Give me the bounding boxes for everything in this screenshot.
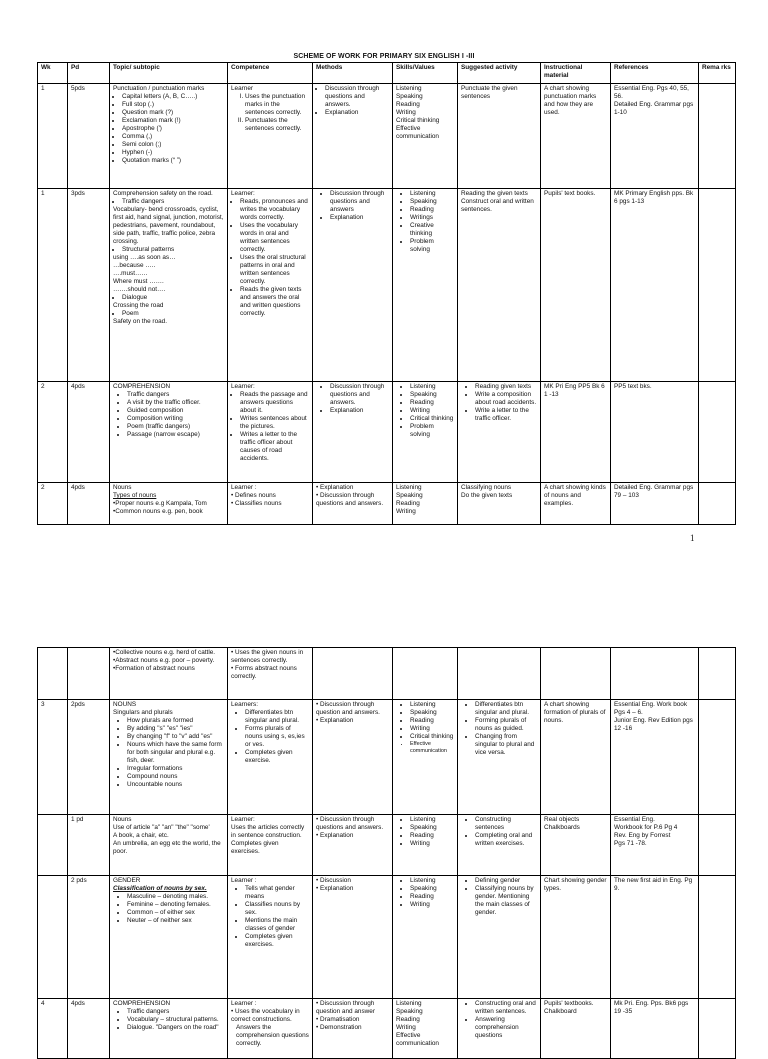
list-item: • Traffic dangers	[122, 198, 224, 206]
list-item: • Listening	[410, 701, 454, 709]
method-line: • Dramatisation	[316, 1016, 360, 1023]
header-competence: Competence	[228, 63, 313, 84]
reference: Essential Eng. Pgs 40, 55, 56.	[614, 85, 689, 100]
cell-material: MK Pri Eng PP5 Bk 6 1 -13	[541, 382, 611, 483]
cell-remarks	[699, 648, 736, 700]
page-number: 1	[690, 533, 695, 543]
cell-references	[611, 815, 699, 876]
reference: Pgs 71 -78.	[614, 840, 647, 847]
header-references: References	[611, 63, 699, 84]
cell-references: MK Primary English pps. Bk 6 pgs 1-13	[611, 189, 699, 382]
list-item: • Completes given exercises.	[245, 933, 309, 949]
list-item: • Reading	[410, 206, 454, 214]
list-item: • Reading given texts	[475, 383, 537, 391]
table-row	[38, 648, 736, 700]
cell-methods	[313, 700, 393, 815]
competence-heading: Learner :	[231, 877, 257, 884]
list-item: • Writes a letter to the traffic officer about causes of road accidents.	[240, 431, 309, 463]
list-item: • Explanation	[325, 109, 389, 117]
list-item: • Completing oral and written exercises.	[475, 832, 537, 848]
list-item: • Hyphen (-)	[122, 149, 224, 157]
competence-heading: Learner :	[231, 1000, 257, 1007]
method-line: • Discussion through question and answers.	[316, 701, 380, 716]
skill: Critical thinking	[396, 117, 440, 124]
list-item: • Writing	[410, 901, 454, 909]
list-item: • Write a letter to the traffic officer.	[475, 407, 537, 423]
skill: Reading	[396, 101, 420, 108]
cell-pd: 4pds	[68, 483, 110, 525]
list-item: • Problem solving	[410, 238, 454, 254]
cell-competence	[228, 999, 313, 1059]
list-item: • Reads the passage and answers questions about it.	[240, 391, 309, 415]
list-item: • Forming plurals of nouns as guided.	[475, 717, 537, 733]
list-item: • Writing	[410, 840, 454, 848]
list-item: • Neuter – of neither sex	[127, 917, 224, 925]
cell-material: A chart showing formation of plurals of nouns.	[541, 700, 611, 815]
list-item: • Speaking	[410, 885, 454, 893]
list-item: • Reads, pronounces and writes the vocabulary words correctly.	[240, 198, 309, 222]
list-item: • Speaking	[410, 198, 454, 206]
cell-remarks	[699, 700, 736, 815]
topic-subheading: Types of nouns	[113, 492, 157, 499]
list-item: • By adding "s" "es" "ies"	[127, 725, 224, 733]
cell-pd: 2 pds	[68, 876, 110, 999]
list-item: • Writes sentences about the pictures.	[240, 415, 309, 431]
list-item: • Reading	[410, 399, 454, 407]
topic-line: •Formation of abstract nouns	[113, 665, 195, 672]
cell-competence	[228, 815, 313, 876]
list-item: • Uses the oral structural patterns in oral and written sentences correctly.	[240, 254, 309, 286]
list-item: • Irregular formations	[127, 765, 224, 773]
cell-activity	[458, 189, 541, 382]
cell-activity	[458, 700, 541, 815]
list-item: • How plurals are formed	[127, 717, 224, 725]
cell-activity	[458, 999, 541, 1059]
cell-remarks	[699, 189, 736, 382]
cell-wk	[38, 876, 68, 999]
topic-subheading: Singulars and plurals	[113, 709, 173, 716]
competence-line: Uses the articles correctly in sentence construction.	[231, 824, 305, 839]
table-row	[38, 815, 736, 876]
topic-heading: Nouns	[113, 484, 132, 491]
cell-references	[611, 84, 699, 189]
list-item: • Effective communication	[410, 741, 454, 755]
cell-topic	[110, 876, 228, 999]
skill: Writing	[396, 109, 416, 116]
topic-list	[113, 93, 224, 165]
list-item: • Classifies nouns by sex.	[245, 901, 309, 917]
list-item: II. Punctuates the sentences correctly.	[245, 117, 309, 133]
pattern-line: …because …..	[113, 262, 156, 269]
list-item: • Listening	[410, 383, 454, 391]
pattern-line: …….should not….	[113, 286, 166, 293]
competence-heading: Learners:	[231, 701, 258, 708]
list-item: • Creative thinking	[410, 222, 454, 238]
cell-activity	[458, 876, 541, 999]
skill: Listening	[396, 1000, 422, 1007]
cell-wk	[38, 815, 68, 876]
cell-pd: 4pds	[68, 999, 110, 1059]
list-item: • Writing	[410, 725, 454, 733]
activity-line: Construct oral and written sentences.	[461, 198, 534, 213]
cell-competence	[228, 483, 313, 525]
list-item: • Apostrophe (')	[122, 125, 224, 133]
topic-line: Crossing the road	[113, 302, 164, 309]
skill: Speaking	[396, 93, 423, 100]
competence-heading: Learner:	[231, 383, 255, 390]
list-item: • Feminine – denoting females.	[127, 901, 224, 909]
cell-remarks	[699, 876, 736, 999]
cell-competence	[228, 189, 313, 382]
method-line: • Explanation	[316, 717, 354, 724]
cell-topic	[110, 648, 228, 700]
cell-pd: 4pds	[68, 382, 110, 483]
topic-line: •Collective nouns e.g. herd of cattle.	[113, 649, 216, 656]
list-item: • Common – of either sex	[127, 909, 224, 917]
list-item: • Tells what gender means	[245, 885, 309, 901]
skill: Reading	[396, 1016, 420, 1023]
list-item: • Discussion through questions and answers	[330, 190, 389, 214]
cell-wk: 1	[38, 189, 68, 382]
list-item: • Speaking	[410, 391, 454, 399]
list-item: • Comma (,)	[122, 133, 224, 141]
list-item: • Explanation	[330, 214, 389, 222]
cell-pd: 1 pd	[68, 815, 110, 876]
cell-topic	[110, 483, 228, 525]
cell-references	[611, 648, 699, 700]
cell-methods	[313, 483, 393, 525]
list-item: • Dialogue	[122, 294, 224, 302]
cell-wk: 2	[38, 382, 68, 483]
method-line: • Explanation	[316, 484, 354, 491]
list-item: • Critical thinking	[410, 733, 454, 741]
cell-activity: Punctuate the given sentences	[458, 84, 541, 189]
list-item: • Poem (traffic dangers)	[127, 423, 224, 431]
cell-remarks	[699, 84, 736, 189]
cell-skills	[393, 815, 458, 876]
cell-references	[611, 700, 699, 815]
cell-material: A chart showing punctuation marks and how they are used.	[541, 84, 611, 189]
cell-competence	[228, 876, 313, 999]
list-item: • Full stop (.)	[122, 101, 224, 109]
list-item: • Capital letters (A, B, C…..)	[122, 93, 224, 101]
list-item: • Question mark (?)	[122, 109, 224, 117]
cell-references: The new first aid in Eng. Pg 9.	[611, 876, 699, 999]
list-item: • Listening	[410, 190, 454, 198]
material-line: Chalkboard	[544, 1008, 577, 1015]
list-item: • Reading	[410, 717, 454, 725]
topic-heading: NOUNS	[113, 701, 137, 708]
cell-material	[541, 815, 611, 876]
method-line: • Explanation	[316, 885, 354, 892]
pattern-line: ….must……	[113, 270, 148, 277]
topic-heading: GENDER	[113, 877, 141, 884]
list-item: • Constructing sentences	[475, 816, 537, 832]
list-item: • Guided composition	[127, 407, 224, 415]
activity-line: Do the given texts	[461, 492, 513, 499]
topic-line: •Proper nouns e.g Kampala, Tom	[113, 500, 207, 507]
list-item: • Classifying nouns by gender. Mentioning the main classes of gender.	[475, 885, 537, 917]
page-2	[0, 600, 768, 1047]
list-item: • Constructing oral and written sentences.	[475, 1000, 537, 1016]
cell-topic	[110, 189, 228, 382]
header-row	[38, 63, 736, 84]
list-item: • Differentiates btn singular and plural.	[475, 701, 537, 717]
list-item: • Quotation marks (“ ”)	[122, 157, 224, 165]
cell-material	[541, 648, 611, 700]
topic-line: An umbrella, an egg etc the world, the poor.	[113, 840, 221, 855]
cell-remarks	[699, 382, 736, 483]
cell-topic	[110, 382, 228, 483]
list-item: • Explanation	[330, 407, 389, 415]
reference: Essential Eng. Work book Pgs 4 – 6.	[614, 701, 688, 716]
header-topic: Topic/ subtopic	[110, 63, 228, 84]
cell-references: Mk Pri. Eng. Pps. Bk6 pgs 19 -35	[611, 999, 699, 1059]
document-title: SCHEME OF WORK FOR PRIMARY SIX ENGLISH I -III	[293, 53, 475, 60]
vocabulary-text: Vocabulary- bend crossroads, cyclist, first aid, hand signal, junction, motorist, pedestrians, pavement, roundabout, side path, traffic, traffic police, zebra crossing.	[113, 206, 224, 245]
list-item: • Listening	[410, 816, 454, 824]
method-line: • Discussion through questions and answers.	[316, 492, 384, 507]
list-item: • Traffic dangers	[127, 391, 224, 399]
list-item: • Forms plurals of nouns using s, es,ies or ves.	[245, 725, 309, 749]
table-row	[38, 189, 736, 382]
list-item: • Changing from singular to plural and vice versa.	[475, 733, 537, 757]
competence-line: • Classifies nouns	[231, 500, 282, 507]
list-item: • Vocabulary – structural patterns.	[127, 1016, 224, 1024]
cell-methods	[313, 189, 393, 382]
topic-line: •Abstract nouns e.g. poor – poverty.	[113, 657, 215, 664]
cell-pd: 5pds	[68, 84, 110, 189]
list-item: • Uses the vocabulary words in oral and written sentences correctly.	[240, 222, 309, 254]
competence-line: • Defines nouns	[231, 492, 276, 499]
cell-remarks	[699, 999, 736, 1059]
cell-topic	[110, 999, 228, 1059]
topic-line: •Common nouns e.g. pen, book	[113, 508, 203, 515]
topic-subheading: Classification of nouns by sex.	[113, 885, 207, 892]
cell-topic	[110, 700, 228, 815]
cell-activity	[458, 483, 541, 525]
table-row	[38, 483, 736, 525]
material-line: Real objects	[544, 816, 580, 823]
topic-heading: Nouns	[113, 816, 132, 823]
reference: Detailed Eng. Grammar pgs 1-10	[614, 101, 694, 116]
list-item: • Problem solving	[410, 423, 454, 439]
list-item: • Semi colon (;)	[122, 141, 224, 149]
cell-competence	[228, 700, 313, 815]
cell-wk: 2	[38, 483, 68, 525]
list-item: • A visit by the traffic officer.	[127, 399, 224, 407]
topic-heading: Comprehension safety on the road.	[113, 190, 213, 197]
header-activity: Suggested activity	[458, 63, 541, 84]
list-item: • Masculine – denoting males.	[127, 893, 224, 901]
header-wk: Wk	[38, 63, 68, 84]
cell-skills	[393, 382, 458, 483]
cell-activity	[458, 382, 541, 483]
method-line: • Discussion through question and answer	[316, 1000, 375, 1015]
topic-heading: COMPREHENSION	[113, 1000, 171, 1007]
cell-skills	[393, 483, 458, 525]
cell-topic	[110, 84, 228, 189]
competence-line: • Uses the vocabulary in correct constructions.	[231, 1008, 300, 1023]
list-item: • Structural patterns	[122, 246, 224, 254]
competence-line: Learner:	[231, 816, 255, 823]
competence-list	[231, 93, 309, 133]
list-item: • Writing	[410, 407, 454, 415]
list-item: • Exclamation mark (!)	[122, 117, 224, 125]
list-item: • By changing "f" to "v" add "es"	[127, 733, 224, 741]
list-item: • Speaking	[410, 824, 454, 832]
list-item: • Completes given exercise.	[245, 749, 309, 765]
cell-skills	[393, 84, 458, 189]
cell-pd	[68, 648, 110, 700]
list-item: • Critical thinking	[410, 415, 454, 423]
cell-skills	[393, 876, 458, 999]
topic-heading: Punctuation / punctuation marks	[113, 85, 205, 92]
cell-skills	[393, 700, 458, 815]
cell-wk: 1	[38, 84, 68, 189]
header-methods: Methods	[313, 63, 393, 84]
cell-references: Detailed Eng. Grammar pgs 79 – 103	[611, 483, 699, 525]
cell-competence	[228, 84, 313, 189]
list-item: • Reads the given texts and answers the oral and written questions correctly.	[240, 286, 309, 318]
skill: Writing	[396, 1024, 416, 1031]
list-item: • Passage (narrow escape)	[127, 431, 224, 439]
pattern-line: Where must …….	[113, 278, 164, 285]
list-item: • Write a composition about road accidents.	[475, 391, 537, 407]
cell-methods	[313, 382, 393, 483]
list-item: • Reading	[410, 893, 454, 901]
reference: Rev. Eng by Forrest	[614, 832, 671, 839]
list-item: • Compound nouns	[127, 773, 224, 781]
method-line: • Discussion through questions and answers.	[316, 816, 384, 831]
header-remarks: Rema rks	[699, 63, 736, 84]
cell-methods	[313, 876, 393, 999]
list-item: • Discussion through questions and answers.	[325, 85, 389, 109]
list-item: • Discussion through questions and answers.	[330, 383, 389, 407]
material-line: Pupils' textbooks.	[544, 1000, 594, 1007]
list-item: • Writings	[410, 214, 454, 222]
reference: Junior Eng. Rev Edition pgs 12 -16	[614, 717, 693, 732]
list-item: • Answering comprehension questions	[475, 1016, 537, 1040]
list-item: • Uncountable nouns	[127, 781, 224, 789]
cell-methods	[313, 815, 393, 876]
topic-line: Safety on the road.	[113, 318, 168, 325]
cell-pd: 2pds	[68, 700, 110, 815]
list-item: • Differentiates btn singular and plural.	[245, 709, 309, 725]
table-row	[38, 700, 736, 815]
table-row	[38, 999, 736, 1059]
activity-line: Reading the given texts	[461, 190, 528, 197]
table-row	[38, 876, 736, 999]
competence-line: Answers the comprehension questions correctly.	[236, 1024, 309, 1047]
list-item: • Listening	[410, 877, 454, 885]
list-item: • Poem	[122, 310, 224, 318]
competence-heading: Learner :	[231, 484, 257, 491]
competence-heading: Learner	[231, 85, 254, 92]
list-item: • Nouns which have the same form for both singular and plural e.g. fish, deer.	[127, 741, 224, 765]
cell-activity	[458, 815, 541, 876]
skill: Speaking	[396, 492, 423, 499]
skill: Effective communication	[396, 1032, 439, 1047]
reference: Essential Eng.	[614, 816, 655, 823]
scheme-table-page-2	[37, 647, 736, 1059]
cell-activity	[458, 648, 541, 700]
list-item: • Reading	[410, 832, 454, 840]
list-item: I. Uses the punctuation marks in the sentences correctly.	[245, 93, 309, 117]
cell-wk: 4	[38, 999, 68, 1059]
cell-competence	[228, 648, 313, 700]
header-pd: Pd	[68, 63, 110, 84]
skill: Reading	[396, 500, 420, 507]
cell-methods	[313, 999, 393, 1059]
list-item: • Traffic dangers	[127, 1008, 224, 1016]
method-line: • Discussion	[316, 877, 351, 884]
competence-heading: Learner:	[231, 190, 255, 197]
cell-material	[541, 999, 611, 1059]
cell-pd: 3pds	[68, 189, 110, 382]
material-line: Chalkboards	[544, 824, 580, 831]
scheme-table-page-1	[37, 62, 736, 525]
list-item: • Mentions the main classes of gender	[245, 917, 309, 933]
cell-methods	[313, 84, 393, 189]
pattern-line: using ….as soon as…	[113, 254, 176, 261]
cell-remarks	[699, 483, 736, 525]
list-item: • Dialogue. "Dangers on the road"	[127, 1024, 224, 1032]
cell-skills	[393, 999, 458, 1059]
cell-material: Chart showing gender types.	[541, 876, 611, 999]
method-line: • Explanation	[316, 832, 354, 839]
skill: Listening	[396, 484, 422, 491]
topic-line: A book, a chair, etc.	[113, 832, 169, 839]
cell-topic	[110, 815, 228, 876]
cell-remarks	[699, 815, 736, 876]
cell-material: Pupils' text books.	[541, 189, 611, 382]
list-item: • Speaking	[410, 709, 454, 717]
method-line: • Demonstration	[316, 1024, 362, 1031]
table-row	[38, 382, 736, 483]
skill: Listening	[396, 85, 422, 92]
topic-heading: COMPREHENSION	[113, 383, 171, 390]
cell-skills	[393, 189, 458, 382]
skill: Effective communication	[396, 125, 439, 140]
header-material: Instructional material	[541, 63, 611, 84]
cell-references: PP5 text bks.	[611, 382, 699, 483]
topic-line: Use of article "a" "an" "the" "some'	[113, 824, 210, 831]
list-item: • Composition writing	[127, 415, 224, 423]
skill: Speaking	[396, 1008, 423, 1015]
header-skills: Skills/Values	[393, 63, 458, 84]
activity-line: Classifying nouns	[461, 484, 512, 491]
cell-methods	[313, 648, 393, 700]
cell-competence	[228, 382, 313, 483]
cell-material: A chart showing kinds of nouns and examples.	[541, 483, 611, 525]
list-item: • Defining gender	[475, 877, 537, 885]
competence-line: • Forms abstract nouns correctly.	[231, 665, 297, 680]
competence-line: • Uses the given nouns in sentences correctly.	[231, 649, 304, 664]
reference: Workbook for P.6 Pg 4	[614, 824, 678, 831]
cell-wk: 3	[38, 700, 68, 815]
cell-skills	[393, 648, 458, 700]
skill: Writing	[396, 508, 416, 515]
competence-line: Completes given exercises.	[231, 840, 279, 855]
cell-wk	[38, 648, 68, 700]
table-row	[38, 84, 736, 189]
